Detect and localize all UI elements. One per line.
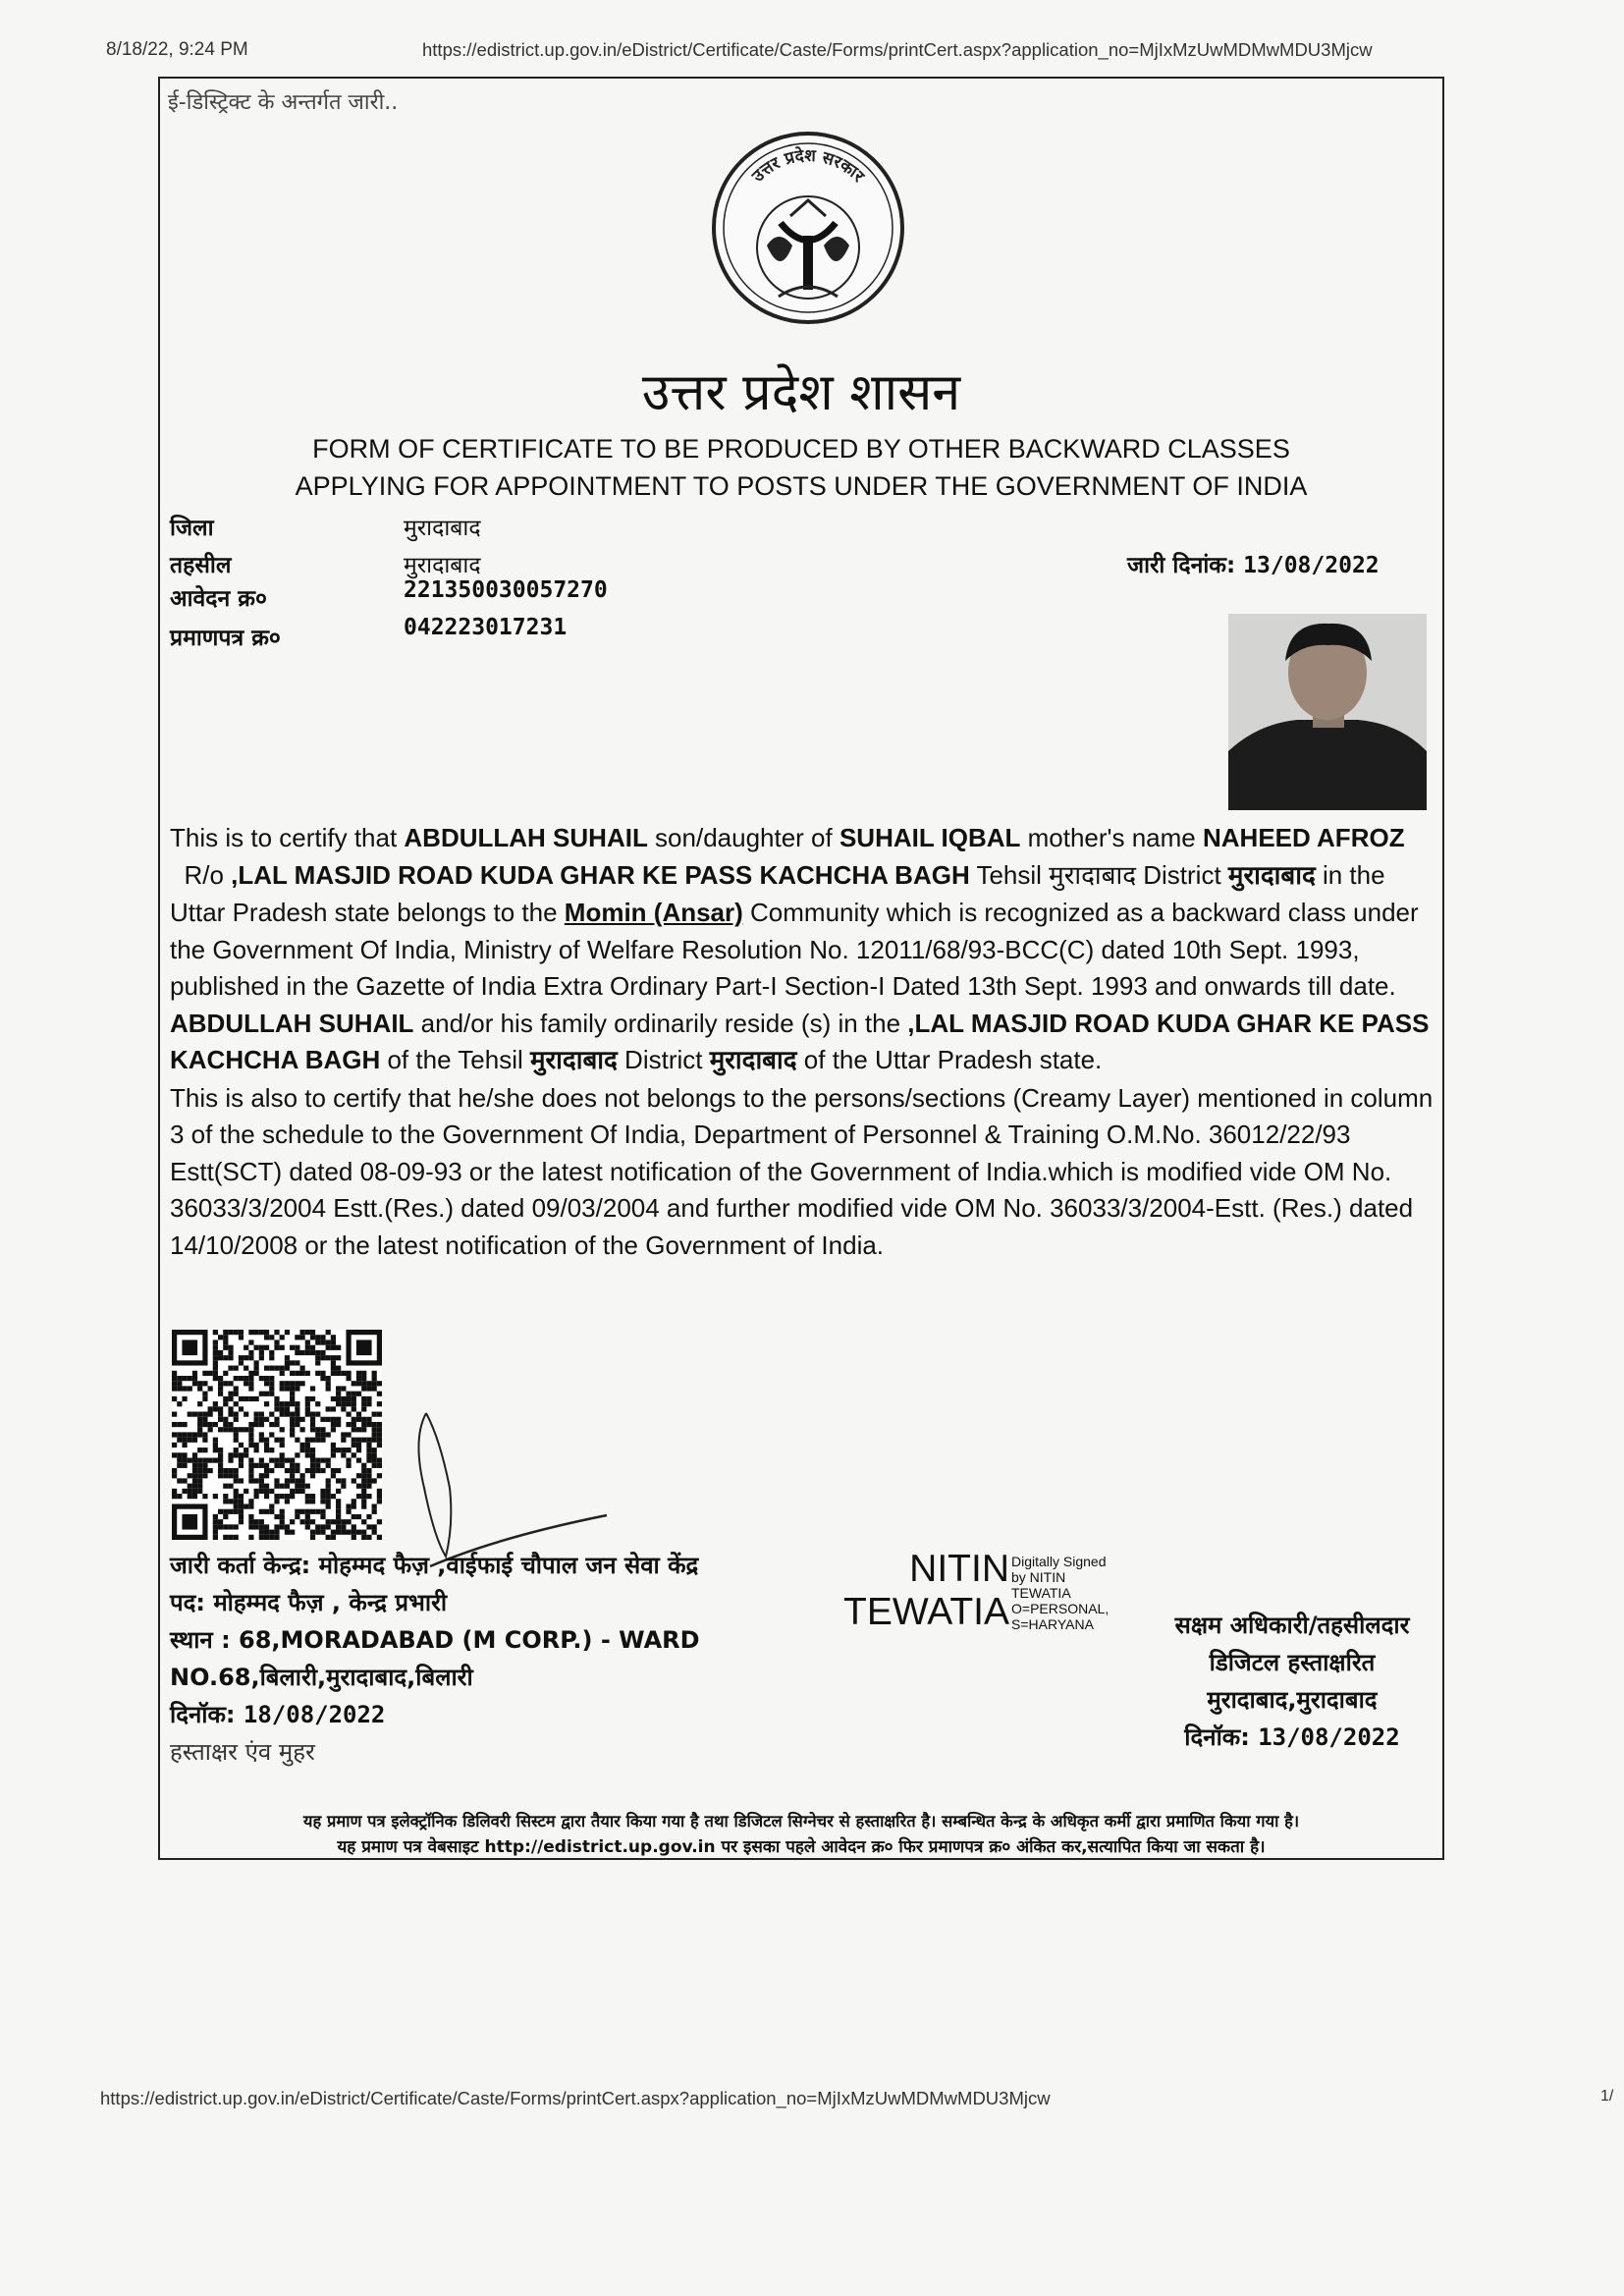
footer-note-2: यह प्रमाण पत्र वेबसाइट http://edistrict.up.gov.in पर इसका पहले आवेदन क्र० फिर प्रमाणपत्र क्र० अंकित कर,सत्यापित किया जा सकता है। <box>337 1837 1266 1857</box>
issue-date-label: जारी दिनांक: <box>1127 553 1236 578</box>
certificate-frame <box>158 77 1444 1860</box>
authority-location: मुरादाबाद,मुरादाबाद <box>1207 1686 1378 1714</box>
certificate-number: 042223017231 <box>404 615 568 640</box>
form-title-line-2: APPLYING FOR APPOINTMENT TO POSTS UNDER THE GOVERNMENT OF INDIA <box>295 471 1308 501</box>
issuer-centre: जारी कर्ता केन्द्र: मोहम्मद फैज़ ,वाईफाई चौपाल जन सेवा केंद्र <box>170 1552 699 1579</box>
community-name: Momin (Ansar) <box>564 898 743 927</box>
application-label: आवेदन क्र० <box>170 586 267 612</box>
issuer-post: पद: मोहम्मद फैज़ , केन्द्र प्रभारी <box>170 1589 448 1616</box>
applicant-photo <box>1228 614 1427 810</box>
form-title-line-1: FORM OF CERTIFICATE TO BE PRODUCED BY OTHER BACKWARD CLASSES <box>312 434 1290 464</box>
sign-and-seal-label: हस्ताक्षर एंव मुहर <box>170 1738 315 1766</box>
mother-name: NAHEED AFROZ <box>1202 823 1405 852</box>
district-label: जिला <box>170 516 214 541</box>
authority-designation: सक्षम अधिकारी/तहसीलदार <box>1174 1612 1410 1639</box>
government-title: उत्तर प्रदेश शासन <box>641 363 961 422</box>
print-datetime: 8/18/22, 9:24 PM <box>106 39 248 60</box>
authority-block <box>1150 1607 1435 1756</box>
application-number: 221350030057270 <box>404 577 608 603</box>
qr-code <box>172 1330 382 1540</box>
tehsil-value: मुरादाबाद <box>404 553 481 578</box>
certificate-body <box>170 820 1436 1264</box>
issue-date <box>1127 548 1380 579</box>
certificate-paragraph-2: ABDULLAH SUHAIL and/or his family ordinarily reside (s) in the ,LAL MASJID ROAD KUDA GHAR KE PASS KACHCHA BAGH of the Tehsil मुरादाबाद District मुरादाबाद of the Uttar Pradesh state. <box>170 1008 1430 1075</box>
digital-signature <box>843 1546 1117 1664</box>
certificate-paragraph-1: This is to certify that ABDULLAH SUHAIL son/daughter of SUHAIL IQBAL mother's name NAHEED AFROZ R/o ,LAL MASJID ROAD KUDA GHAR KE PASS KACHCHA BAGH Tehsil मुरादाबाद District मुरादाबाद in the Uttar Pradesh state belongs to the Momin (Ansar) Community which is recognized as a backward class under the Government Of India, Ministry of Welfare Resolution No. 12011/68/93-BCC(C) dated 10th Sept. 1993, published in the Gazette of India Extra Ordinary Part-I Section-I Dated 13th Sept. 1993 and onwards till date. <box>170 823 1419 1001</box>
district-value: मुरादाबाद <box>404 516 481 541</box>
issuer-date: दिनॉक: 18/08/2022 <box>170 1701 386 1728</box>
father-name: SUHAIL IQBAL <box>839 823 1021 852</box>
signature-details: Digitally Signed by NITIN TEWATIA O=PERSONAL, S=HARYANA <box>1011 1554 1110 1632</box>
print-footer-url: https://edistrict.up.gov.in/eDistrict/Certificate/Caste/Forms/printCert.aspx?application_no=MjIxMzUwMDMwMDU3Mjcw <box>100 2088 1051 2108</box>
issuer-place: स्थान : 68,MORADABAD (M CORP.) - WARD NO.68,बिलारी,मुरादाबाद,बिलारी <box>170 1626 700 1691</box>
authority-digital-sign: डिजिटल हस्ताक्षरित <box>1209 1649 1376 1676</box>
svg-text:उत्तर प्रदेश सरकार: उत्तर प्रदेश सरकार <box>748 145 868 187</box>
certificate-paragraph-3: This is also to certify that he/she does not belongs to the persons/sections (Creamy Layer) mentioned in column 3 of the schedule to the Government Of India, Department of Personnel & Training O.M.No. 36012/22/93 Estt(SCT) dated 08-09-93 or the latest notification of the Government of India.which is modified vide OM No. 36033/3/2004 Estt.(Res.) dated 09/03/2004 and further modified vide OM No. 36033/3/2004-Estt. (Res.) dated 14/10/2008 or the latest notification of the Government of India. <box>170 1082 1434 1260</box>
issuer-block <box>170 1547 798 1771</box>
signer-name: NITIN TEWATIA <box>843 1548 1009 1633</box>
print-page-number: 1/ <box>1600 2088 1614 2105</box>
footer-note-1: यह प्रमाण पत्र इलेक्ट्रॉनिक डिलिवरी सिस्टम द्वारा तैयार किया गया है तथा डिजिटल सिग्नेचर से हस्ताक्षरित है। सम्बन्धित केन्द्र के अधिकृत कर्मी द्वारा प्रमाणित किया गया है। <box>302 1812 1300 1831</box>
authority-date: दिनॉक: 13/08/2022 <box>1184 1723 1400 1751</box>
residence-address: ,LAL MASJID ROAD KUDA GHAR KE PASS KACHCHA BAGH <box>231 859 970 890</box>
issued-under-note: ई-डिस्ट्रिक्ट के अन्तर्गत जारी.. <box>168 90 399 115</box>
up-government-emblem <box>710 130 906 326</box>
applicant-name: ABDULLAH SUHAIL <box>404 823 648 852</box>
issue-date-value: 13/08/2022 <box>1243 553 1380 578</box>
tehsil-label: तहसील <box>170 553 232 578</box>
print-url: https://edistrict.up.gov.in/eDistrict/Certificate/Caste/Forms/printCert.aspx?application_no=MjIxMzUwMDMwMDU3Mjcw <box>422 39 1373 60</box>
certificate-label: प्रमाणपत्र क्र० <box>170 626 281 651</box>
